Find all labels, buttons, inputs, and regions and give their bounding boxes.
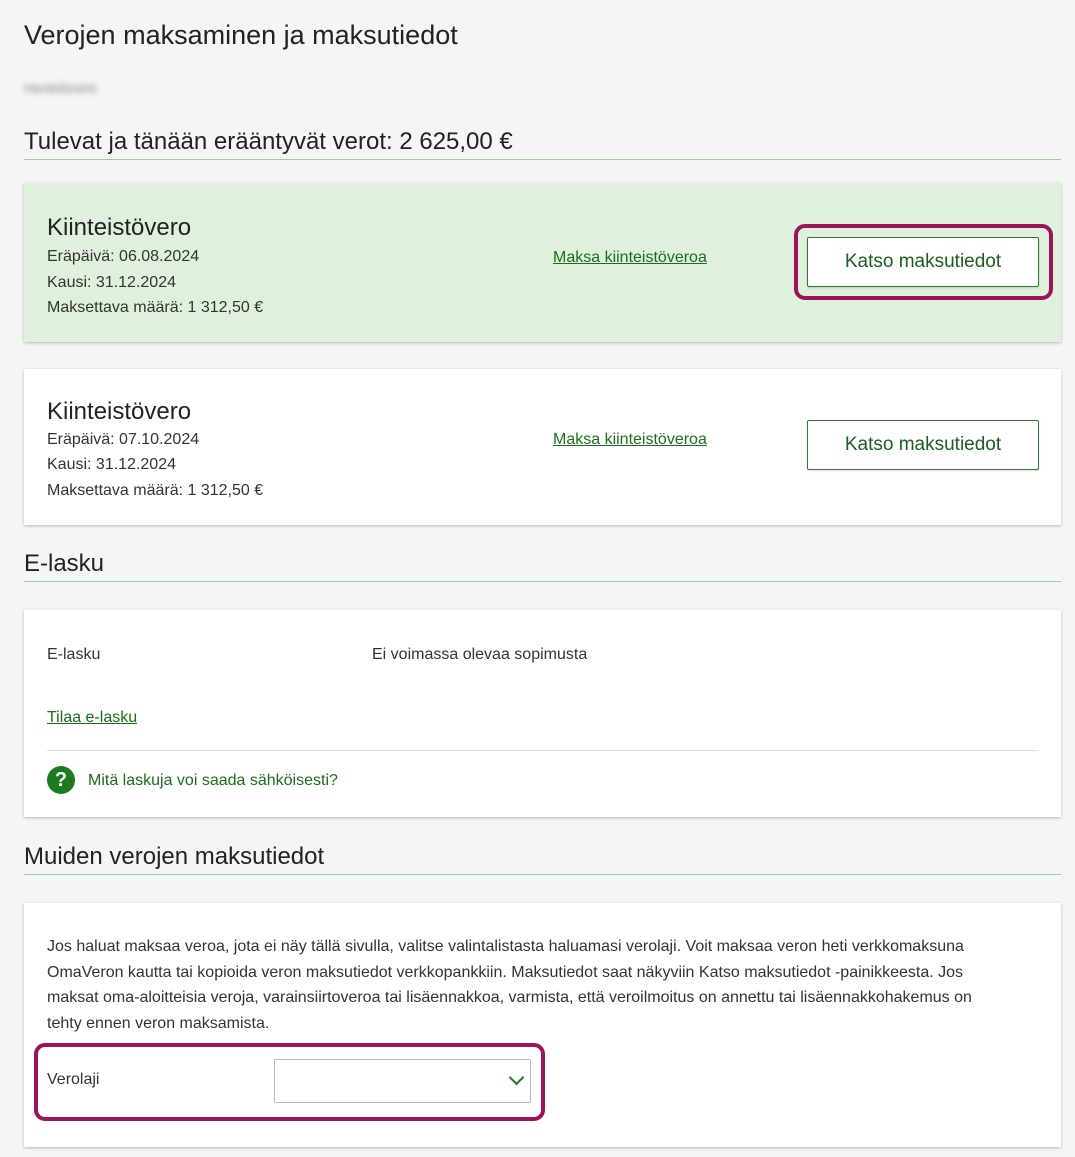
elasku-label: E-lasku (47, 646, 101, 663)
tax-period: Kausi: 31.12.2024 (47, 274, 176, 291)
order-elasku-link[interactable]: Tilaa e-lasku (47, 709, 138, 726)
tax-amount: Maksettava määrä: 1 312,50 € (47, 299, 264, 316)
elasku-help-link[interactable]: Mitä laskuja voi saada sähköisesti? (88, 772, 338, 789)
tax-type-label: Verolaji (47, 1071, 100, 1088)
other-taxes-heading: Muiden verojen maksutiedot (24, 843, 1061, 875)
help-question-icon[interactable]: ? (47, 766, 75, 794)
pay-property-tax-link[interactable]: Maksa kiinteistöveroa (553, 249, 707, 266)
annotation-highlight-button (794, 224, 1053, 300)
tax-due-date: Eräpäivä: 06.08.2024 (47, 248, 200, 265)
elasku-card (24, 610, 1061, 817)
annotation-highlight-select (34, 1043, 545, 1121)
pay-property-tax-link[interactable]: Maksa kiinteistöveroa (553, 431, 707, 448)
tax-card-2 (24, 369, 1061, 525)
tax-card-title: Kiinteistövero (47, 398, 192, 425)
tax-period: Kausi: 31.12.2024 (47, 456, 176, 473)
tax-card-title: Kiinteistövero (47, 214, 192, 241)
tax-due-date: Eräpäivä: 07.10.2024 (47, 431, 200, 448)
view-payment-details-button[interactable]: Katso maksutiedot (807, 237, 1039, 287)
tax-amount: Maksettava määrä: 1 312,50 € (47, 482, 264, 499)
view-payment-details-button[interactable]: Katso maksutiedot (807, 420, 1039, 470)
elasku-status: Ei voimassa olevaa sopimusta (372, 646, 588, 663)
other-taxes-description: Jos haluat maksaa veroa, jota ei näy tällä sivulla, valitse valintalistasta haluamasi verolaji. Voit maksaa veron heti verkkomaksuna OmaVeron kautta tai kopioida veron maksutiedot verkkopankkiin. Maksutiedot saat näkyviin Katso maksutiedot -painikkeesta. Jos maksat oma-aloitteisia veroja, varainsiirtoveroa tai lisäennakkoa, varmista, että veroilmoitus on annettu tai lisäennakkohakemus on tehty ennen veron maksamista. (47, 938, 972, 1032)
user-name: Henkilönimi (24, 80, 97, 96)
upcoming-taxes-heading: Tulevat ja tänään erääntyvät verot: 2 625,00 € (24, 128, 1061, 160)
elasku-heading: E-lasku (24, 550, 1061, 582)
divider (47, 750, 1039, 751)
page-title: Verojen maksaminen ja maksutiedot (24, 20, 458, 50)
